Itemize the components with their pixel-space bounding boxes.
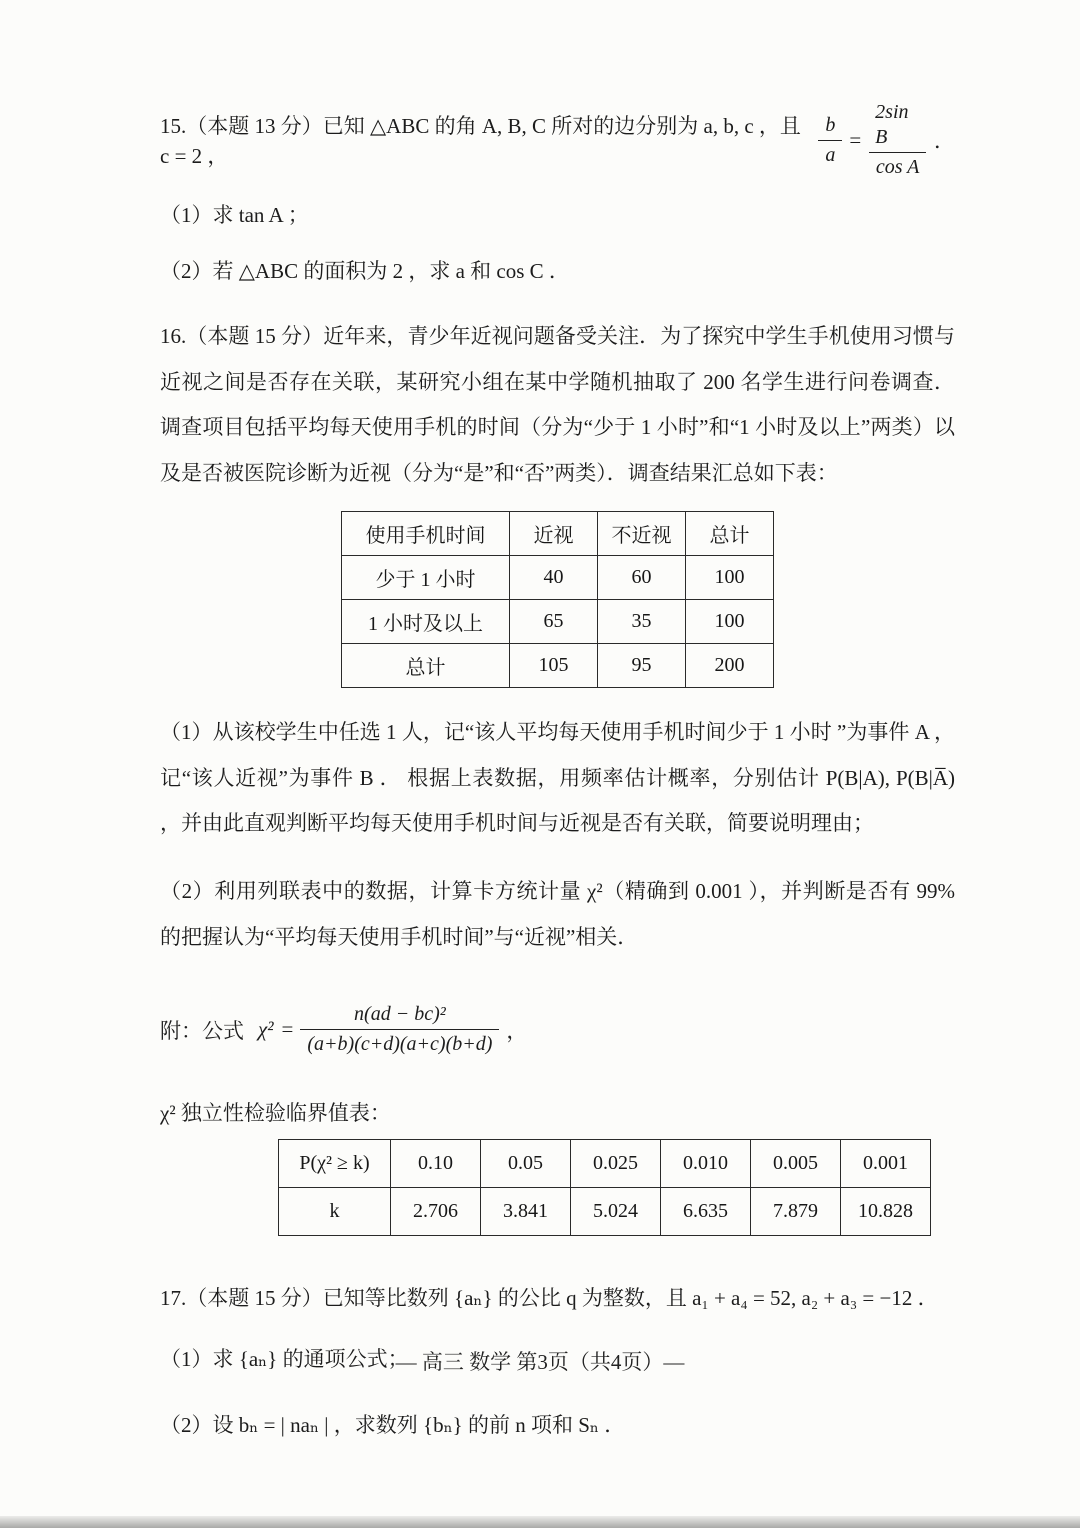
q16-part1: （1）从该校学生中任选 1 人，记“该人平均每天使用手机时间少于 1 小时 ”为事件 A ，记“该人近视”为事件 B ． 根据上表数据，用频率估计概率，分别估计 P(B|A), P(B|A̅) ，并由此直观判断平均每天使用手机时间与近视是否有关联，简要说明理由； — [160, 719, 955, 836]
q15-stem — [160, 100, 955, 180]
equals-sign: = — [281, 1017, 294, 1042]
table-cell: 200 — [686, 643, 774, 687]
table-cell: 0.05 — [481, 1139, 571, 1187]
critical-values-table-title: χ² 独立性检验临界值表： — [160, 1100, 391, 1125]
table-header-cell: 总计 — [686, 511, 774, 555]
survey-contingency-table — [341, 511, 774, 688]
q17-stem: 17.（本题 15 分）已知等比数列 {aₙ} 的公比 q 为整数，且 a₁ + a₄ = 52, a₂ + a₃ = −12 ． — [160, 1285, 939, 1310]
table-cell: 5.024 — [571, 1187, 661, 1235]
table-header-cell: 近视 — [510, 511, 598, 555]
fraction-numerator: n(ad − bc)² — [354, 1003, 446, 1026]
fraction-numerator: b — [825, 113, 836, 136]
table-cell: 0.010 — [661, 1139, 751, 1187]
critical-values-table-wrap — [278, 1139, 955, 1236]
table-cell: P(χ² ≥ k) — [279, 1139, 391, 1187]
table-row — [342, 599, 774, 643]
table-header-cell: 使用手机时间 — [342, 511, 510, 555]
table-cell: 95 — [598, 643, 686, 687]
q17-part1: （1）求 {aₙ} 的通项公式； — [160, 1346, 409, 1371]
table-cell: 6.635 — [661, 1187, 751, 1235]
table-cell: 0.10 — [391, 1139, 481, 1187]
table-cell: 10.828 — [841, 1187, 931, 1235]
chi-square-symbol: χ² — [258, 1017, 274, 1042]
q16-stem: 16.（本题 15 分）近年来，青少年近视问题备受关注．为了探究中学生手机使用习惯与近视之间是否存在关联，某研究小组在某中学随机抽取了 200 名学生进行问卷调查．调查项目包括平均每天使用手机的时间（分为“少于 1 小时”和“1 小时及以上”两类）以及是否被医院诊断为近视（分为“是”和“否”两类）．调查结果汇总如下表： — [160, 323, 955, 486]
question-16 — [160, 314, 955, 1236]
fraction-denominator: cos A — [869, 152, 927, 180]
table-cell: 0.025 — [571, 1139, 661, 1187]
q16-part2: （2）利用列联表中的数据，计算卡方统计量 χ²（精确到 0.001 ），并判断是否有 99% 的把握认为“平均每天使用手机时间”与“近视”相关． — [160, 879, 955, 949]
q15-stem-text: 15.（本题 13 分）已知 △ABC 的角 A, B, C 所对的边分别为 a, b, c ，且 c = 2 ， — [160, 114, 801, 168]
table-cell: 40 — [510, 555, 598, 599]
q17-part2: （2）设 bₙ = | naₙ | ，求数列 {bₙ} 的前 n 项和 Sₙ ． — [160, 1412, 626, 1437]
table-row — [279, 1139, 931, 1187]
page-footer: — 高三 数学 第3页（共4页）— — [395, 1350, 685, 1374]
scan-edge-artifact — [0, 1516, 1080, 1528]
fraction-2sinB-over-cosA — [868, 100, 927, 180]
critical-values-table — [278, 1139, 931, 1236]
table-cell: 1 小时及以上 — [342, 599, 510, 643]
table-cell: 60 — [598, 555, 686, 599]
table-cell: 105 — [510, 643, 598, 687]
table-cell: 0.001 — [841, 1139, 931, 1187]
table-cell: 35 — [598, 599, 686, 643]
formula-label: 附：公式 — [160, 1018, 244, 1043]
table-cell: 0.005 — [751, 1139, 841, 1187]
table-cell: 7.879 — [751, 1187, 841, 1235]
table-cell: 少于 1 小时 — [342, 555, 510, 599]
table-header-cell: 不近视 — [598, 511, 686, 555]
equals-sign: = — [849, 127, 862, 152]
chi-square-formula — [160, 987, 955, 1073]
table-cell: 65 — [510, 599, 598, 643]
table-cell: k — [279, 1187, 391, 1235]
q15-stem-period: ． — [934, 129, 955, 153]
table-row — [342, 555, 774, 599]
fraction-b-over-a — [818, 113, 842, 168]
chi-square-fraction — [300, 1002, 499, 1057]
q15-part2: （2）若 △ABC 的面积为 2 ，求 a 和 cos C ． — [160, 258, 570, 283]
fraction-numerator: 2sin B — [875, 101, 909, 148]
question-15 — [160, 100, 955, 292]
fraction-denominator: (a+b)(c+d)(a+c)(b+d) — [300, 1029, 499, 1057]
table-cell: 100 — [686, 555, 774, 599]
table-cell: 总计 — [342, 643, 510, 687]
table-cell: 100 — [686, 599, 774, 643]
q15-part1: （1）求 tan A ； — [160, 203, 309, 227]
table-header-row — [342, 511, 774, 555]
table-cell: 3.841 — [481, 1187, 571, 1235]
formula-comma: ， — [506, 1018, 528, 1043]
fraction-denominator: a — [818, 140, 842, 168]
table-row — [279, 1187, 931, 1235]
exam-content — [160, 100, 955, 1455]
table-cell: 2.706 — [391, 1187, 481, 1235]
table-row — [342, 643, 774, 687]
